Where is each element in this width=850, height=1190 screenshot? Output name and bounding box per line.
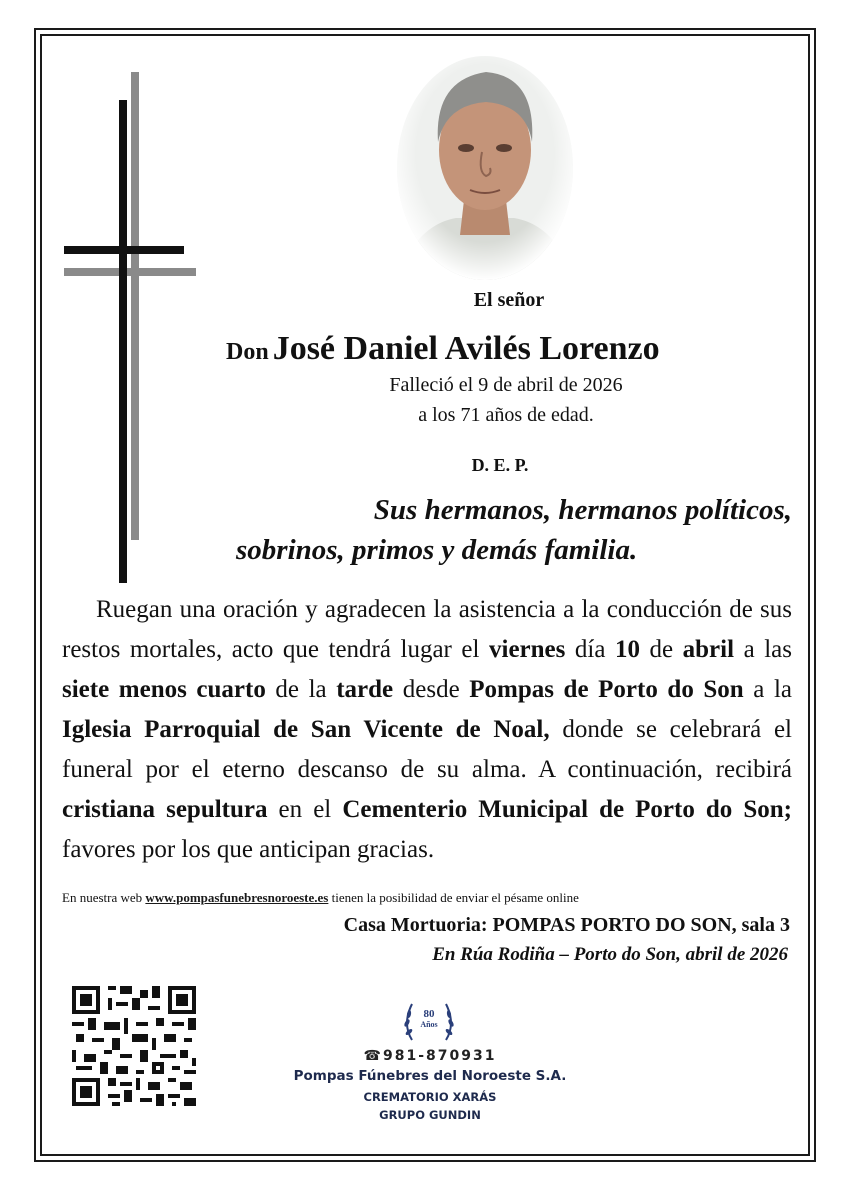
web-suffix: tienen la posibilidad de enviar el pésame online <box>328 890 579 905</box>
deceased-name <box>226 330 790 368</box>
company-name: Pompas Fúnebres del Noroeste S.A. <box>293 1068 567 1084</box>
qr-code[interactable] <box>68 982 200 1110</box>
mortuary-info: Casa Mortuoria: POMPAS PORTO DO SON, sala 3 <box>343 914 790 936</box>
body-highlight: tarde <box>336 676 394 703</box>
phone-number[interactable] <box>300 1048 560 1064</box>
rip: D. E. P. <box>471 455 529 475</box>
body-text: desde <box>393 676 470 703</box>
body-highlight: abril <box>682 636 735 663</box>
body-text: favores por los que anticipan gracias. <box>62 836 435 863</box>
badge-number: 80 <box>423 1008 435 1020</box>
web-prefix: En nuestra web <box>62 890 146 905</box>
body-text: a la <box>743 676 793 703</box>
place-date: En Rúa Rodiña – Porto do Son, abril de 2026 <box>432 944 788 965</box>
website-link[interactable]: www.pompasfunebresnoroeste.es <box>145 890 329 905</box>
cross-gray-horizontal <box>64 268 196 276</box>
body-highlight: siete menos cuarto <box>62 676 266 703</box>
group-name: GRUPO GUNDIN <box>379 1108 481 1122</box>
body-text: Ruegan una oración y agradecen la asistencia a la conducción de sus restos mortales, acto que tendrá lugar el <box>62 596 792 663</box>
phone-icon: ☎ <box>363 1048 383 1064</box>
web-note <box>62 890 579 906</box>
body-highlight: Iglesia Parroquial de San Vicente de Noal, <box>62 716 550 743</box>
cross-gray-vertical <box>131 72 139 540</box>
body-text: a las <box>734 636 792 663</box>
badge-word: Años <box>420 1020 438 1029</box>
announcement-body <box>62 590 792 870</box>
full-name: José Daniel Avilés Lorenzo <box>272 330 660 367</box>
body-text: día <box>565 636 615 663</box>
body-highlight: Pompas de Porto do Son <box>469 676 744 703</box>
family-line-1: Sus hermanos, hermanos políticos, <box>373 494 792 526</box>
honorific: Don <box>226 339 269 365</box>
title-prefix: El señor <box>473 289 545 311</box>
body-highlight: 10 <box>614 636 640 663</box>
crematorio-name: CREMATORIO XARÁS <box>363 1090 497 1104</box>
cross-black-horizontal <box>64 246 184 254</box>
phone-value: 981-870931 <box>382 1048 497 1064</box>
anniversary-badge-icon <box>398 994 460 1046</box>
body-highlight: viernes <box>489 636 566 663</box>
body-text: de la <box>265 676 337 703</box>
body-text: en el <box>267 796 343 823</box>
body-highlight: cristiana sepultura <box>62 796 268 823</box>
cross-black-vertical <box>119 100 127 583</box>
body-text: donde se celebrará el funeral por el eterno descanso de su alma. A continuación, recibirá <box>62 716 792 783</box>
body-highlight: Cementerio Municipal de Porto do Son; <box>342 796 792 823</box>
death-date: Falleció el 9 de abril de 2026 <box>389 374 623 396</box>
body-text: de <box>639 636 683 663</box>
family-line-2: sobrinos, primos y demás familia. <box>236 534 638 566</box>
portrait-photo <box>396 50 574 280</box>
age: a los 71 años de edad. <box>418 404 594 426</box>
